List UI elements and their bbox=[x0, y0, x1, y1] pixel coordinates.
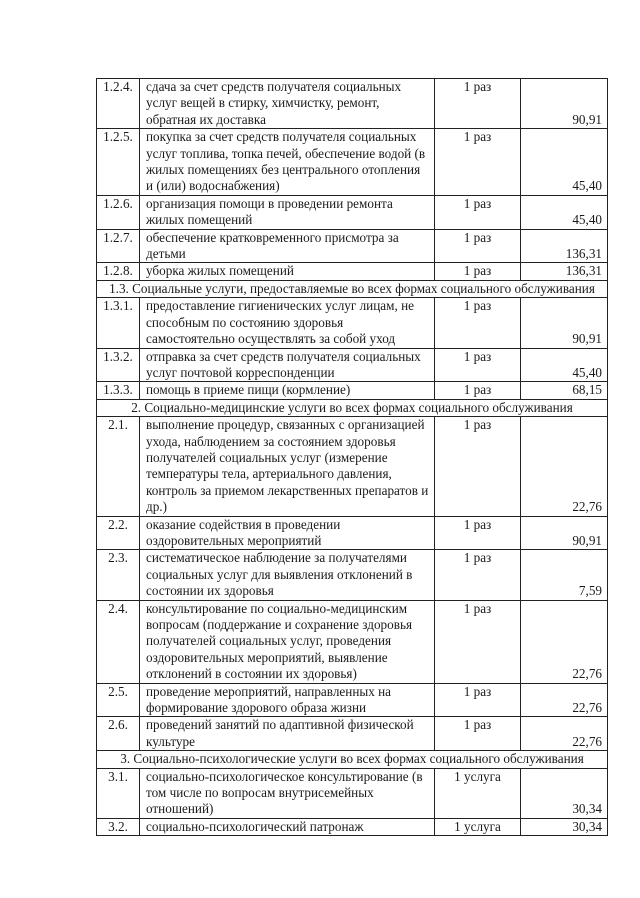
service-cost: 136,31 bbox=[521, 263, 608, 280]
service-cost: 45,40 bbox=[521, 129, 608, 196]
service-cost: 22,76 bbox=[521, 717, 608, 751]
table-row bbox=[97, 683, 608, 717]
table-body bbox=[97, 79, 608, 836]
service-description: социально-психологическое консультирование (в том числе по вопросам внутрисемейных отношений) bbox=[140, 768, 435, 818]
service-frequency: 1 раз bbox=[435, 298, 521, 348]
service-frequency: 1 услуга bbox=[435, 818, 521, 835]
service-number: 1.2.8. bbox=[97, 263, 140, 280]
service-number: 1.3.3. bbox=[97, 382, 140, 399]
table-row bbox=[97, 298, 608, 348]
service-number: 1.3.2. bbox=[97, 348, 140, 382]
service-frequency: 1 раз bbox=[435, 195, 521, 229]
service-number: 2.3. bbox=[97, 550, 140, 600]
section-header-row bbox=[97, 280, 608, 297]
service-description: отправка за счет средств получателя социальных услуг почтовой корреспонденции bbox=[140, 348, 435, 382]
service-frequency: 1 раз bbox=[435, 683, 521, 717]
table-row bbox=[97, 417, 608, 516]
service-description: предоставление гигиенических услуг лицам, не способным по состоянию здоровья самостоятельно осуществлять за собой уход bbox=[140, 298, 435, 348]
service-cost: 22,76 bbox=[521, 600, 608, 683]
service-cost: 30,34 bbox=[521, 768, 608, 818]
table-row bbox=[97, 263, 608, 280]
service-number: 1.2.6. bbox=[97, 195, 140, 229]
table-row bbox=[97, 717, 608, 751]
service-number: 3.1. bbox=[97, 768, 140, 818]
section-title: 2. Социально-медицинские услуги во всех формах социального обслуживания bbox=[97, 399, 608, 416]
service-description: социально-психологический патронаж bbox=[140, 818, 435, 835]
section-header-row bbox=[97, 399, 608, 416]
service-frequency: 1 раз bbox=[435, 417, 521, 516]
table-row bbox=[97, 79, 608, 129]
service-frequency: 1 раз bbox=[435, 229, 521, 263]
table-row bbox=[97, 768, 608, 818]
service-cost: 136,31 bbox=[521, 229, 608, 263]
service-number: 1.2.7. bbox=[97, 229, 140, 263]
service-description: организация помощи в проведении ремонта жилых помещений bbox=[140, 195, 435, 229]
service-frequency: 1 раз bbox=[435, 600, 521, 683]
service-frequency: 1 раз bbox=[435, 79, 521, 129]
service-cost: 90,91 bbox=[521, 516, 608, 550]
service-frequency: 1 раз bbox=[435, 348, 521, 382]
table-row bbox=[97, 818, 608, 835]
service-frequency: 1 раз bbox=[435, 129, 521, 196]
service-number: 3.2. bbox=[97, 818, 140, 835]
service-cost: 22,76 bbox=[521, 683, 608, 717]
service-frequency: 1 услуга bbox=[435, 768, 521, 818]
service-description: проведение мероприятий, направленных на формирование здорового образа жизни bbox=[140, 683, 435, 717]
table-row bbox=[97, 550, 608, 600]
service-frequency: 1 раз bbox=[435, 382, 521, 399]
table-row bbox=[97, 600, 608, 683]
service-description: обеспечение кратковременного присмотра за детьми bbox=[140, 229, 435, 263]
service-frequency: 1 раз bbox=[435, 516, 521, 550]
service-number: 2.5. bbox=[97, 683, 140, 717]
section-title: 1.3. Социальные услуги, предоставляемые во всех формах социального обслуживания bbox=[97, 280, 608, 297]
service-description: оказание содействия в проведении оздоровительных мероприятий bbox=[140, 516, 435, 550]
table-row bbox=[97, 129, 608, 196]
service-description: выполнение процедур, связанных с организацией ухода, наблюдением за состоянием здоровья получателей социальных услуг (измерение температуры тела, артериального давления, контроль за приемом лекарственных препаратов и др.) bbox=[140, 417, 435, 516]
section-title: 3. Социально-психологические услуги во всех формах социального обслуживания bbox=[97, 751, 608, 768]
service-description: систематическое наблюдение за получателями социальных услуг для выявления отклонений в состоянии их здоровья bbox=[140, 550, 435, 600]
services-tariff-table bbox=[96, 78, 608, 836]
service-number: 1.3.1. bbox=[97, 298, 140, 348]
service-description: консультирование по социально-медицинским вопросам (поддержание и сохранение здоровья получателей социальных услуг, проведения оздоровительных мероприятий, выявление отклонений в состоянии их здоровья) bbox=[140, 600, 435, 683]
service-number: 2.6. bbox=[97, 717, 140, 751]
service-cost: 45,40 bbox=[521, 348, 608, 382]
service-number: 1.2.4. bbox=[97, 79, 140, 129]
service-description: помощь в приеме пищи (кормление) bbox=[140, 382, 435, 399]
service-frequency: 1 раз bbox=[435, 717, 521, 751]
service-description: уборка жилых помещений bbox=[140, 263, 435, 280]
service-description: проведений занятий по адаптивной физической культуре bbox=[140, 717, 435, 751]
service-description: покупка за счет средств получателя социальных услуг топлива, топка печей, обеспечение водой (в жилых помещениях без центрального отопления и (или) водоснабжения) bbox=[140, 129, 435, 196]
table-row bbox=[97, 229, 608, 263]
service-number: 2.2. bbox=[97, 516, 140, 550]
table-row bbox=[97, 516, 608, 550]
service-number: 2.4. bbox=[97, 600, 140, 683]
service-cost: 7,59 bbox=[521, 550, 608, 600]
service-number: 1.2.5. bbox=[97, 129, 140, 196]
service-cost: 22,76 bbox=[521, 417, 608, 516]
service-cost: 90,91 bbox=[521, 298, 608, 348]
service-frequency: 1 раз bbox=[435, 263, 521, 280]
service-frequency: 1 раз bbox=[435, 550, 521, 600]
service-number: 2.1. bbox=[97, 417, 140, 516]
service-cost: 90,91 bbox=[521, 79, 608, 129]
service-cost: 68,15 bbox=[521, 382, 608, 399]
service-cost: 45,40 bbox=[521, 195, 608, 229]
table-row bbox=[97, 382, 608, 399]
service-cost: 30,34 bbox=[521, 818, 608, 835]
table-row bbox=[97, 195, 608, 229]
service-description: сдача за счет средств получателя социальных услуг вещей в стирку, химчистку, ремонт, обратная их доставка bbox=[140, 79, 435, 129]
table-row bbox=[97, 348, 608, 382]
section-header-row bbox=[97, 751, 608, 768]
